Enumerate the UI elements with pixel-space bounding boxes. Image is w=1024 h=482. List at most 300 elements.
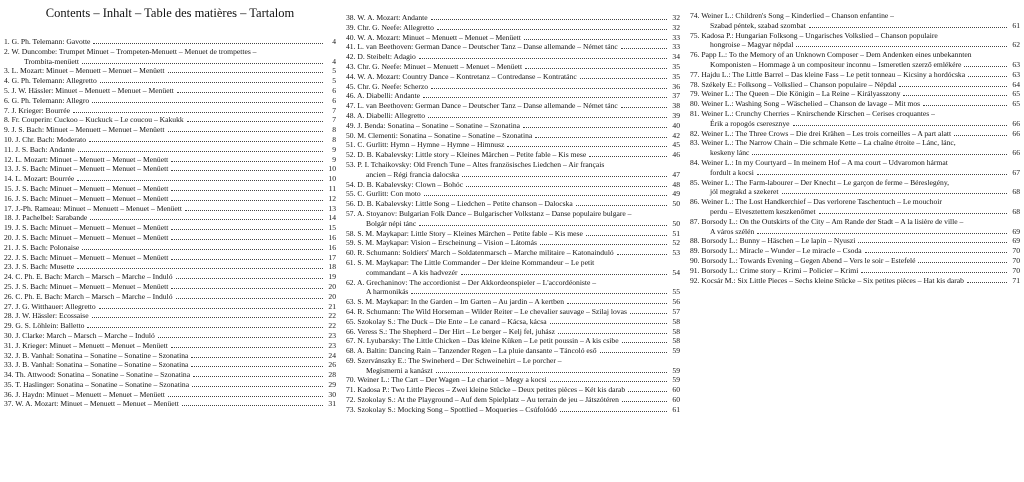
toc-entry: [4, 331, 336, 341]
entry-continuation-line: [690, 40, 1020, 50]
entry-text: 87. Borsody L.: On the Outskirts of the City – Am Rande der Stadt – A la lisière de ville –: [690, 216, 964, 226]
toc-entry: [4, 37, 336, 47]
toc-entry: [346, 356, 680, 376]
dot-leader: [171, 170, 323, 171]
entry-text: keskeny lánc: [710, 148, 750, 158]
toc-entry: [346, 336, 680, 346]
dot-leader: [757, 233, 1007, 234]
toc-entry: [346, 238, 680, 248]
entry-continuation-line: [690, 227, 1020, 237]
toc-entry: [346, 327, 680, 337]
entry-text: 4. G. Ph. Telemann: Allegretto: [4, 76, 97, 86]
page-number: 57: [672, 306, 680, 316]
toc-list: [4, 37, 336, 409]
entry-text: 85. Weiner L.: The Farm-labourer – Der Knecht – Le garçon de ferme – Béreslegény,: [690, 177, 950, 187]
toc-entry: [346, 278, 680, 298]
entry-title-line: [690, 31, 1020, 41]
toc-entry: [346, 140, 680, 150]
entry-text: 18. J. Pachelbel: Sarabande: [4, 213, 88, 223]
dot-leader: [622, 401, 667, 402]
page-number: 24: [328, 350, 336, 360]
dot-leader: [428, 117, 667, 118]
dot-leader: [168, 396, 323, 397]
entry-title-line: [690, 217, 1020, 227]
entry-text: commandant – A kis hadvezér: [366, 267, 458, 277]
page-number: 20: [328, 281, 336, 291]
entry-text: jól megrakd a szekeret: [710, 187, 779, 197]
entry-text: 69. Szervánszky E.: The Swineherd – Der Schweinehirt – Le porcher –: [346, 355, 562, 365]
page-number: 66: [1012, 128, 1020, 138]
entry-text: 47. L. van Beethoven: German Dance – Deutscher Tanz – Danse allemande – Német tánc: [346, 101, 618, 111]
dot-leader: [525, 68, 667, 69]
page-number: 53: [672, 248, 680, 258]
dot-leader: [92, 102, 323, 103]
entry-text: 34. Th. Attwood: Sonatina – Sonatine – Sonatine – Szonatina: [4, 370, 191, 380]
entry-title-line: [4, 66, 336, 76]
entry-text: 48. A. Diabelli: Allegretto: [346, 110, 426, 120]
dot-leader: [171, 229, 323, 230]
toc-entry: [4, 86, 336, 96]
dot-leader: [524, 39, 667, 40]
dot-leader: [540, 244, 667, 245]
toc-entry: [690, 11, 1020, 31]
entry-title-line: [4, 282, 336, 292]
entry-text: 24. C. Ph. E. Bach: March – Marsch – Marche – Induló: [4, 272, 173, 282]
entry-continuation-line: [346, 219, 680, 229]
toc-entry: [346, 52, 680, 62]
dot-leader: [567, 303, 667, 304]
entry-text: 38. W. A. Mozart: Andante: [346, 13, 428, 22]
entry-title-line: [690, 178, 1020, 188]
dot-leader: [176, 298, 323, 299]
entry-text: 53. P. I. Tchaikovsky: Old French Tune – Altes französisches Liedchen – Air français: [346, 159, 605, 169]
entry-continuation-line: [346, 268, 680, 278]
entry-text: 70. Weiner L.: The Cart – Der Wagen – Le chariot – Megy a kocsi: [346, 375, 547, 385]
toc-entry: [690, 266, 1020, 276]
dot-leader: [858, 242, 1007, 243]
entry-title-line: [4, 351, 336, 361]
entry-title-line: [346, 140, 680, 150]
toc-entry: [690, 70, 1020, 80]
toc-entry: [4, 145, 336, 155]
toc-entry: [346, 385, 680, 395]
page-number: 58: [672, 326, 680, 336]
entry-text: 25. J. S. Bach: Minuet – Menuett – Menuet – Menüett: [4, 281, 169, 291]
toc-entry: [346, 82, 680, 92]
entry-title-line: [4, 155, 336, 165]
page-number: 5: [332, 66, 336, 76]
page-number: 29: [328, 379, 336, 389]
entry-title-line: [346, 229, 680, 239]
toc-entry: [4, 66, 336, 76]
dot-leader: [918, 262, 1007, 263]
page-number: 7: [332, 105, 336, 115]
entry-title-line: [4, 135, 336, 145]
page-number: 16: [328, 242, 336, 252]
entry-text: 79. Weiner L.: The Queen – Die Königin – La Reine – Királyasszony: [690, 89, 901, 99]
toc-entry: [346, 180, 680, 190]
entry-text: 3. L. Mozart: Minuet – Menuett – Menuet – Menüett: [4, 66, 165, 76]
page-number: 40: [672, 120, 680, 130]
page-number: 8: [332, 134, 336, 144]
entry-title-line: [346, 180, 680, 190]
entry-continuation-line: [690, 187, 1020, 197]
entry-text: 30. J. Clarke: March – Marsch – Marche – Induló: [4, 330, 155, 340]
entry-text: 46. A. Diabelli: Andante: [346, 91, 421, 101]
entry-text: 89. Borsody L.: Miracle – Wunder – Le miracle – Csoda: [690, 246, 862, 256]
dot-leader: [82, 63, 323, 64]
entry-title-line: [346, 189, 680, 199]
page-number: 59: [672, 365, 680, 375]
entry-text: 76. Papp L.: To the Memory of an Unknown Composer – Dem Andenken eines unbekannten: [690, 50, 972, 60]
page-number: 4: [332, 56, 336, 66]
entry-title-line: [4, 262, 336, 272]
entry-text: 36. J. Haydn: Minuet – Menuett – Menuet – Menüett: [4, 389, 165, 399]
column-top-gap: [346, 0, 680, 13]
entry-title-line: [4, 380, 336, 390]
dot-leader: [600, 352, 667, 353]
entry-title-line: [346, 72, 680, 82]
entry-text: 61. S. M. Maykapar: The Little Commander – Der kleine Kommandeur – Le petit: [346, 257, 595, 267]
toc-entry: [690, 197, 1020, 217]
entry-text: Szabad péntek, szabad szombat: [710, 20, 806, 30]
entry-text: 78. Székely E.: Folksong – Volkslied – Chanson populaire – Népdal: [690, 79, 897, 89]
entry-continuation-line: [690, 207, 1020, 217]
entry-text: 28. J. W. Hässler: Ecossaise: [4, 311, 89, 321]
toc-list: [690, 11, 1020, 285]
page-number: 17: [328, 252, 336, 262]
toc-entry: [346, 111, 680, 121]
dot-leader: [461, 274, 667, 275]
entry-title-line: [4, 96, 336, 106]
page-number: 66: [1012, 148, 1020, 158]
toc-entry: [690, 80, 1020, 90]
page-number: 20: [328, 291, 336, 301]
toc-entry: [690, 236, 1020, 246]
entry-text: 54. D. B. Kabalevsky: Clown – Bohóc: [346, 179, 464, 189]
entry-title-line: [4, 145, 336, 155]
dot-leader: [100, 82, 323, 83]
toc-entry: [690, 246, 1020, 256]
entry-title-line: [690, 129, 1020, 139]
page-number: 19: [328, 272, 336, 282]
toc-entry: [690, 99, 1020, 109]
entry-title-line: [346, 33, 680, 43]
toc-entry: [4, 360, 336, 370]
entry-continuation-line: [690, 119, 1020, 129]
entry-title-line: [346, 62, 680, 72]
entry-text: 83. Weiner L.: The Narrow Chain – Die schmale Kette – La chaîne étroite – Lánc, lánc,: [690, 138, 956, 148]
toc-entry: [690, 138, 1020, 158]
dot-leader: [424, 195, 667, 196]
toc-entry: [4, 272, 336, 282]
entry-title-line: [4, 213, 336, 223]
entry-continuation-line: [346, 366, 680, 376]
toc-entry: [4, 341, 336, 351]
entry-continuation-line: [346, 170, 680, 180]
entry-text: 33. J. B. Vanhal: Sonatina – Sonatine – Sonatine – Szonatina: [4, 360, 189, 370]
entry-title-line: [346, 150, 680, 160]
entry-continuation-line: [346, 287, 680, 297]
toc-entry: [346, 121, 680, 131]
toc-entry: [346, 229, 680, 239]
entry-title-line: [346, 23, 680, 33]
toc-entry: [4, 135, 336, 145]
entry-text: 73. Szokolay S.: Mocking Song – Spottlied – Moqueries – Csúfolódó: [346, 404, 557, 414]
entry-text: A harmonikás: [366, 287, 409, 297]
dot-leader: [419, 225, 667, 226]
toc-entry: [346, 297, 680, 307]
entry-text: 84. Weiner L.: In my Courtyard – In meinem Hof – A ma court – Udvaromon hármat: [690, 157, 948, 167]
entry-text: 59. S. M. Maykapar: Vision – Erscheinung – Vision – Látomás: [346, 238, 537, 248]
entry-title-line: [690, 70, 1020, 80]
dot-leader: [617, 254, 667, 255]
page-number: 49: [672, 189, 680, 199]
page-number: 60: [672, 395, 680, 405]
page-number: 61: [1012, 20, 1020, 30]
page-number: 70: [1012, 255, 1020, 265]
page-number: 38: [672, 101, 680, 111]
entry-text: 29. G. S. Löhlein: Balletto: [4, 321, 85, 331]
entry-title-line: [4, 164, 336, 174]
entry-title-line: [4, 86, 336, 96]
entry-text: 92. Kocsár M.: Six Little Pieces – Sechs kleine Stücke – Six petites pièces – Hat kis darab: [690, 275, 964, 285]
entry-text: Megismerni a kanászt: [366, 365, 433, 375]
dot-leader: [419, 58, 667, 59]
entry-text: 64. R. Schumann: The Wild Horseman – Wilder Reiter – Le chevalier sauvage – Szilaj lovas: [346, 306, 627, 316]
dot-leader: [899, 86, 1007, 87]
toc-entry: [4, 243, 336, 253]
toc-entry: [346, 405, 680, 415]
toc-entry: [346, 248, 680, 258]
page-number: 35: [672, 71, 680, 81]
entry-title-line: [346, 91, 680, 101]
entry-text: 82. Weiner L.: The Three Crows – Die drei Krähen – Les trois corneilles – A part alatt: [690, 128, 952, 138]
page-number: 6: [332, 85, 336, 95]
entry-title-line: [346, 346, 680, 356]
toc-entry: [4, 253, 336, 263]
entry-title-line: [346, 101, 680, 111]
dot-leader: [193, 376, 323, 377]
toc-entry: [346, 317, 680, 327]
entry-text: hongroise – Magyar népdal: [710, 40, 794, 50]
entry-continuation-line: [690, 168, 1020, 178]
title-gap: [4, 23, 336, 37]
page-number: 31: [328, 399, 336, 409]
entry-text: 91. Borsody L.: Crime story – Krimi – Policier – Krimi: [690, 265, 859, 275]
toc-entry: [690, 89, 1020, 99]
dot-leader: [73, 112, 323, 113]
toc-entry: [690, 129, 1020, 139]
entry-title-line: [346, 131, 680, 141]
entry-text: 90. Borsody L.: Towards Evening – Gegen Abend – Vers le soir – Estefelé: [690, 255, 916, 265]
dot-leader: [87, 327, 323, 328]
contents-column-1: [4, 0, 336, 409]
entry-title-line: [4, 390, 336, 400]
dot-leader: [185, 210, 323, 211]
page-number: 14: [328, 213, 336, 223]
entry-title-line: [346, 121, 680, 131]
page-number: 67: [1012, 167, 1020, 177]
page-number: 18: [328, 262, 336, 272]
dot-leader: [177, 92, 323, 93]
entry-text: 80. Weiner L.: Washing Song – Wäschelied – Chanson de lavage – Mit mos: [690, 99, 921, 109]
dot-leader: [78, 151, 323, 152]
entry-text: 37. W. A. Mozart: Minuet – Menuett – Menuet – Menüett: [4, 399, 179, 409]
dot-leader: [861, 272, 1007, 273]
dot-leader: [967, 282, 1007, 283]
entry-title-line: [346, 307, 680, 317]
toc-entry: [346, 160, 680, 180]
dot-leader: [621, 48, 667, 49]
entry-text: 35. T. Haslinger: Sonatina – Sonatine – Sonatine – Szonatina: [4, 379, 190, 389]
entry-title-line: [346, 52, 680, 62]
dot-leader: [182, 405, 323, 406]
page-number: 55: [672, 287, 680, 297]
page-number: 4: [332, 37, 336, 46]
dot-leader: [809, 27, 1007, 28]
page-number: 22: [328, 311, 336, 321]
entry-title-line: [346, 199, 680, 209]
entry-text: 17. J.-Ph. Rameau: Minuet – Menuett – Menuet – Menüett: [4, 203, 183, 213]
entry-title-line: [346, 297, 680, 307]
entry-title-line: [690, 50, 1020, 60]
entry-title-line: [690, 11, 1020, 21]
entry-title-line: [4, 292, 336, 302]
entry-text: 58. S. M. Maykapar: Little Story – Kleines Märchen – Petite fable – Kis mese: [346, 228, 583, 238]
entry-text: 14. L. Mozart: Bourrée: [4, 174, 75, 184]
page-number: 47: [672, 169, 680, 179]
entry-text: 20. J. S. Bach: Minuet – Menuett – Menuet – Menüett: [4, 232, 169, 242]
entry-text: 72. Szokolay S.: At the Playground – Auf dem Spielplatz – Au terrain de jeu – Játszótéren: [346, 395, 619, 405]
entry-text: 52. D. B. Kabalevsky: Little story – Kleines Märchen – Petite fable – Kis mese: [346, 150, 587, 160]
entry-text: 55. C. Gurlitt: Con moto: [346, 189, 421, 199]
toc-entry: [4, 282, 336, 292]
toc-entry: [4, 321, 336, 331]
page-number: 63: [1012, 69, 1020, 79]
entry-text: 43. Chr. G. Neefe: Minuet – Menuett – Menuet – Menüett: [346, 61, 523, 71]
entry-title-line: [690, 246, 1020, 256]
toc-entry: [690, 256, 1020, 266]
dot-leader: [558, 333, 667, 334]
dot-leader: [523, 127, 667, 128]
entry-title-line: [690, 89, 1020, 99]
entry-text: 22. J. S. Bach: Minuet – Menuett – Menuet – Menüett: [4, 252, 169, 262]
toc-entry: [346, 209, 680, 229]
entry-text: 74. Weiner L.: Children's Song – Kinderlied – Chanson enfantine –: [690, 11, 894, 20]
entry-title-line: [4, 253, 336, 263]
dot-leader: [535, 137, 667, 138]
page-number: 30: [328, 389, 336, 399]
page-number: 10: [328, 164, 336, 174]
toc-entry: [690, 109, 1020, 129]
entry-text: Komponisten – Hommage à un compositeur inconnu – Ismeretlen szerző emlékére: [710, 59, 962, 69]
page-number: 61: [672, 404, 680, 414]
toc-entry: [346, 72, 680, 82]
entry-title-line: [346, 336, 680, 346]
entry-title-line: [4, 37, 336, 47]
toc-entry: [346, 23, 680, 33]
entry-text: 57. A. Stoyanov: Bulgarian Folk Dance – Bulgarischer Volkstanz – Danse populaire bulgare –: [346, 208, 632, 218]
page-number: 13: [328, 203, 336, 213]
toc-entry: [4, 194, 336, 204]
entry-title-line: [690, 80, 1020, 90]
dot-leader: [466, 186, 667, 187]
entry-continuation-line: [690, 21, 1020, 31]
page-number: 10: [328, 174, 336, 184]
entry-text: 71. Kadosa P.: Two Little Pieces – Zwei kleine Stücke – Deux petites pièces – Két kis darab: [346, 385, 626, 395]
dot-leader: [757, 174, 1007, 175]
entry-text: 31. J. Krieger: Minuet – Menuett – Menuet – Menüett: [4, 340, 168, 350]
entry-text: 88. Borsody L.: Bunny – Häschen – Le lapin – Nyuszi: [690, 236, 856, 246]
dot-leader: [192, 386, 323, 387]
entry-title-line: [4, 360, 336, 370]
entry-text: 60. R. Schumann: Soldiers' March – Soldatenmarsch – Marche militaire – Katonainduló: [346, 248, 614, 258]
toc-entry: [4, 164, 336, 174]
page-number: 9: [332, 144, 336, 154]
toc-entry: [346, 150, 680, 160]
column-top-gap: [690, 0, 1020, 11]
dot-leader: [171, 288, 323, 289]
page-number: 59: [672, 375, 680, 385]
toc-entry: [346, 395, 680, 405]
page-number: 58: [672, 316, 680, 326]
entry-continuation-line: [690, 60, 1020, 70]
dot-leader: [431, 88, 667, 89]
entry-title-line: [4, 106, 336, 116]
dot-leader: [411, 293, 667, 294]
toc-entry: [346, 189, 680, 199]
toc-entry: [346, 13, 680, 23]
page-number: 65: [1012, 89, 1020, 99]
toc-entry: [4, 399, 336, 409]
dot-leader: [752, 154, 1007, 155]
dot-leader: [99, 308, 323, 309]
entry-text: 50. M. Clementi: Sonatina – Sonatine – Sonatine – Szonatina: [346, 130, 533, 140]
entry-text: 7. J. Krieger: Bourrée: [4, 105, 71, 115]
entry-text: 26. C. Ph. E. Bach: March – Marsch – Marche – Induló: [4, 291, 173, 301]
dot-leader: [437, 29, 667, 30]
dot-leader: [865, 252, 1007, 253]
entry-text: Érik a ropogós cseresznye: [710, 118, 790, 128]
page-number: 52: [672, 238, 680, 248]
dot-leader: [191, 366, 323, 367]
entry-text: 27. J. G. Witthauer: Allegretto: [4, 301, 96, 311]
toc-entry: [4, 76, 336, 86]
toc-entry: [4, 204, 336, 214]
toc-entry: [690, 217, 1020, 237]
dot-leader: [954, 135, 1007, 136]
entry-text: 86. Weiner L.: The Lost Handkerchief – Das verlorene Taschentuch – Le mouchoir: [690, 197, 942, 207]
dot-leader: [793, 125, 1008, 126]
page-number: 39: [672, 110, 680, 120]
page-number: 33: [672, 32, 680, 42]
toc-entry: [690, 276, 1020, 286]
dot-leader: [622, 342, 667, 343]
entry-title-line: [4, 233, 336, 243]
dot-leader: [462, 176, 667, 177]
page-number: 70: [1012, 246, 1020, 256]
toc-entry: [4, 223, 336, 233]
page-number: 70: [1012, 265, 1020, 275]
page-number: 6: [332, 95, 336, 105]
entry-text: 15. J. S. Bach: Minuet – Menuett – Menuet – Menüett: [4, 183, 169, 193]
dot-leader: [621, 107, 667, 108]
dot-leader: [187, 121, 323, 122]
toc-entry: [4, 390, 336, 400]
entry-title-line: [346, 327, 680, 337]
entry-text: Bolgár népi tánc: [366, 218, 417, 228]
